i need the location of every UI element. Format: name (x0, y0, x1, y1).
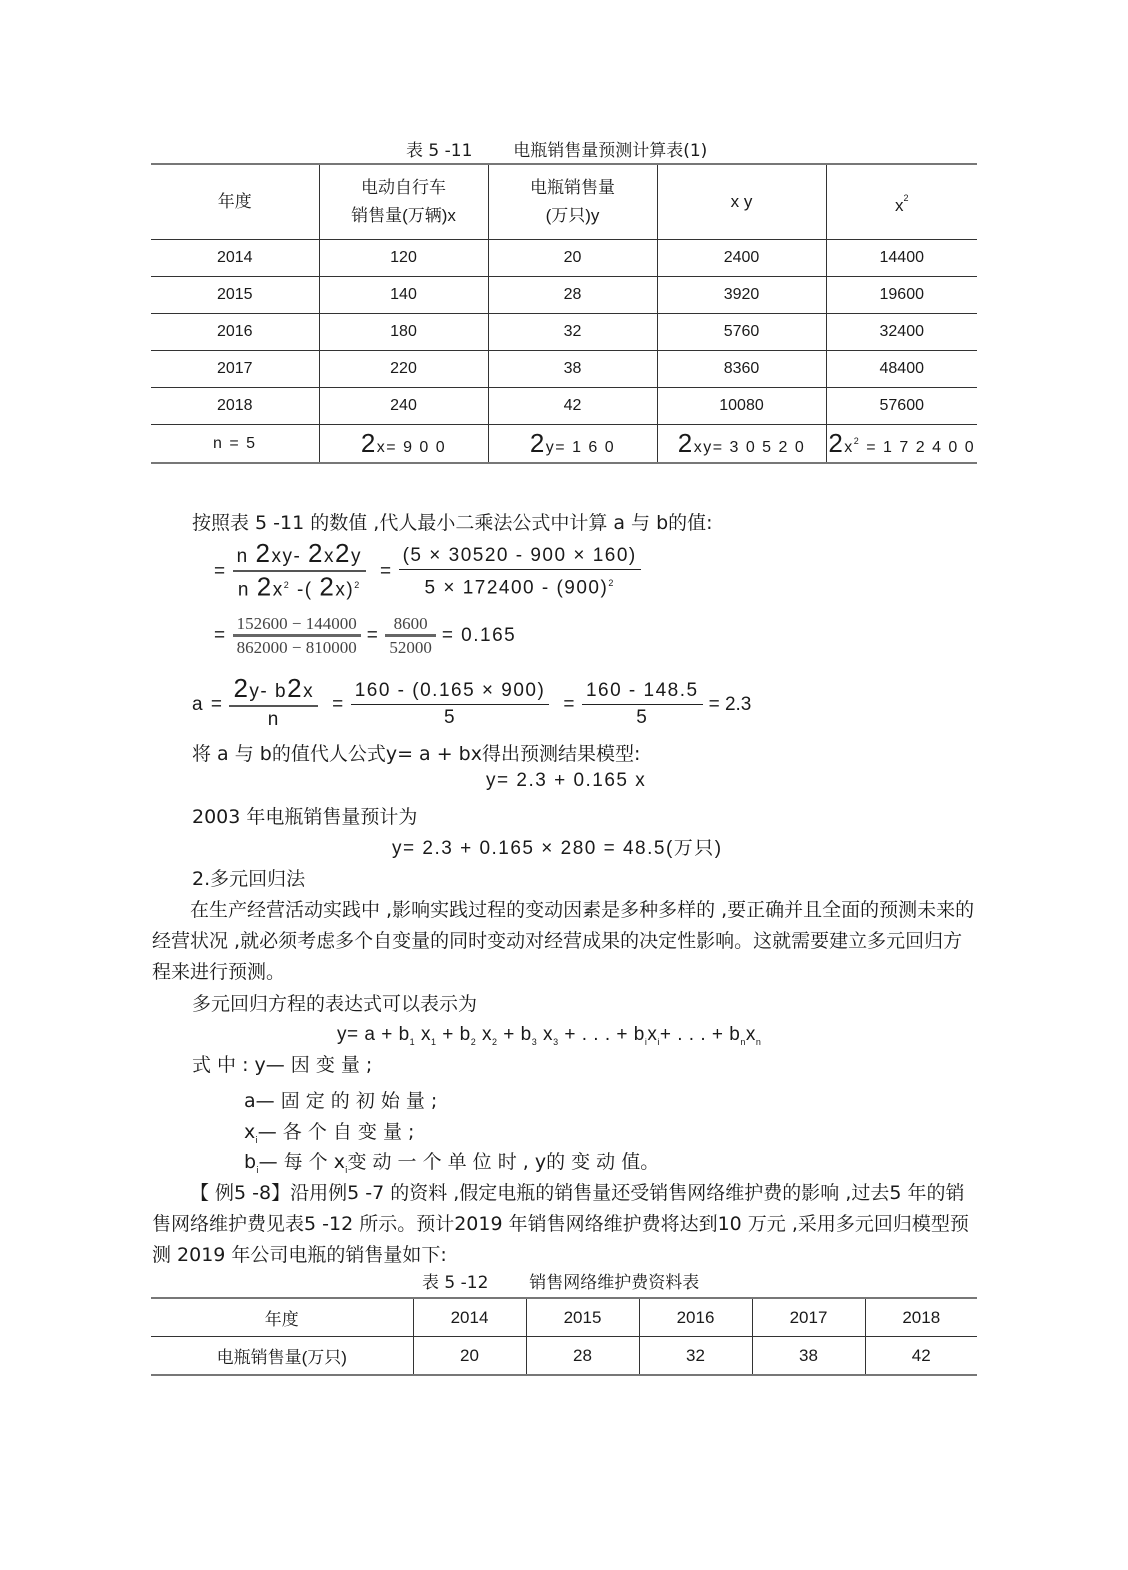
row-label: 电瓶销售量(万只) (151, 1337, 413, 1376)
b-step2-fraction2 (385, 613, 436, 658)
equation-intro: 多元回归方程的表达式可以表示为 (192, 993, 478, 1015)
x-term: x) (335, 579, 355, 601)
sigma-glyph: 2 (319, 571, 336, 602)
table2-year-row (151, 1298, 977, 1337)
definition-bi (244, 1147, 659, 1176)
cell-x2: 32400 (826, 314, 977, 351)
cell-year: 2016 (151, 314, 319, 351)
b-step2-numerator1: 152600 − 144000 (236, 614, 357, 633)
header-year: 年度 (151, 164, 319, 240)
sigma-glyph: 2 (677, 428, 694, 458)
cell-x: 120 (319, 240, 488, 277)
b-subst-eq: = (379, 561, 393, 583)
b-result: = 0.165 (441, 625, 517, 646)
header-xy: x y (657, 164, 826, 240)
table1-caption-title: 电瓶销售量预测计算表(1) (513, 141, 708, 161)
cell-y: 42 (488, 388, 657, 425)
table-row (151, 277, 977, 314)
a-subst-denominator: 5 (443, 706, 457, 728)
exp: 2 (608, 577, 615, 588)
def-sub: i (255, 1135, 258, 1146)
cell-y: 28 (488, 277, 657, 314)
header-x-line2: 销售量(万辆)x (351, 206, 456, 225)
table-row (151, 388, 977, 425)
cell-value: 32 (639, 1337, 752, 1376)
table2-value-row (151, 1337, 977, 1376)
def-sub: i (256, 1165, 259, 1176)
header-x2 (826, 164, 977, 240)
table1-sum-row (151, 425, 977, 464)
table-row (151, 351, 977, 388)
b-formula-fraction (233, 540, 366, 603)
b-subst-denominator (420, 570, 618, 601)
eq-sub: n (755, 1036, 762, 1047)
eq-part: + . . . + b (659, 1024, 741, 1045)
example-paragraph: 【 例5 -8】沿用例5 -7 的资料 ,假定电瓶的销售量还受销售网络维护费的影响 ,过去5 年的销售网络维护费见表5 -12 所示。预计2019 年销售网络维护费将达到10 万元 ,采用多元回归模型预测 2019 年公司电瓶的销售量如下: (152, 1182, 969, 1266)
def-text: 变 动 一 个 单 位 时 , y的 变 动 值。 (347, 1151, 660, 1173)
a-subst-numerator: 160 - (0.165 × 900) (354, 679, 546, 701)
cell-sum-y (488, 425, 657, 464)
b-step2-row (208, 613, 522, 658)
sigma-glyph: 2 (308, 538, 325, 568)
definition-xi (244, 1117, 414, 1146)
b-formula-eq: = (214, 561, 227, 583)
a-result: = 2.3 (708, 693, 752, 715)
cell-sum-xy (657, 425, 826, 464)
header-y-line1: 电瓶销售量 (530, 178, 615, 197)
sum-x-value: x= 9 0 0 (376, 439, 447, 456)
cell-year: 2015 (151, 277, 319, 314)
row-label: 年度 (151, 1298, 413, 1337)
b-formula-denominator (234, 572, 365, 603)
b-step2-numerator2: 8600 (393, 614, 428, 633)
a-subst-eq2: = (563, 693, 576, 715)
model-intro: 将 a 与 b的值代人公式y= a + bx得出预测结果模型: (192, 743, 641, 765)
where-label: 式 中 : y— 因 变 量 ; (192, 1054, 373, 1076)
eq-part: x (745, 1024, 756, 1045)
y-term: y (350, 546, 362, 567)
sigma-glyph: 2 (256, 571, 273, 602)
a-formula-numerator (229, 675, 318, 705)
forecast-intro: 2003 年电瓶销售量预计为 (192, 806, 418, 828)
a-formula-row (192, 675, 757, 733)
header-x-line1: 电动自行车 (361, 178, 446, 197)
cell-sum-x2 (826, 425, 977, 464)
eq-part: + b (497, 1024, 532, 1045)
eq-part: x (476, 1024, 493, 1045)
a-step2-denominator: 5 (636, 706, 649, 728)
table-row (151, 240, 977, 277)
eq-sub: 3 (531, 1036, 538, 1047)
header-x (319, 164, 488, 240)
b-step2-eq1: = (214, 625, 227, 646)
b-step2-denominator1: 862000 − 810000 (236, 638, 357, 657)
cell-x2: 57600 (826, 388, 977, 425)
b-step2-denominator2: 52000 (389, 638, 432, 657)
eq-sub: i (657, 1036, 660, 1047)
cell-value: 42 (865, 1337, 977, 1376)
definition-a (244, 1086, 437, 1113)
cell-year: 2017 (151, 351, 319, 388)
cell-value: 38 (752, 1337, 865, 1376)
sum-xy-value: xy= 3 0 5 2 0 (693, 439, 806, 456)
eq-part: y= a + b (337, 1024, 410, 1045)
b-step2-fraction1 (233, 613, 361, 658)
cell-n: n = 5 (151, 425, 319, 464)
sigma-glyph: 2 (360, 428, 377, 458)
header-x2-exp: 2 (903, 193, 909, 203)
eq-part: x (647, 1024, 658, 1045)
a-step2-fraction (582, 678, 703, 731)
def-symbol: x (244, 1121, 256, 1143)
cell-value: 20 (413, 1337, 526, 1376)
cell-x2: 14400 (826, 240, 977, 277)
cell-x: 180 (319, 314, 488, 351)
cell-y: 32 (488, 314, 657, 351)
cell-xy: 5760 (657, 314, 826, 351)
eq-sub: 1 (409, 1036, 416, 1047)
a-formula-denominator: n (267, 709, 280, 730)
b-step2-eq2: = (366, 625, 380, 646)
table-row (151, 314, 977, 351)
sigma-glyph: 2 (335, 538, 351, 568)
a-subst-fraction (351, 678, 550, 731)
a-formula-fraction (229, 675, 318, 733)
cell-value: 28 (526, 1337, 639, 1376)
section-heading: 2.多元回归法 (192, 868, 306, 890)
sigma-glyph: 2 (529, 428, 546, 458)
x-term: x (272, 579, 284, 601)
eq-sub: 2 (470, 1036, 477, 1047)
exp: 2 (283, 580, 291, 590)
a-step2-numerator: 160 - 148.5 (585, 679, 699, 701)
cell-year: 2017 (752, 1298, 865, 1337)
cell-x: 220 (319, 351, 488, 388)
def-symbol: b (244, 1151, 257, 1173)
model-equation: y= 2.3 + 0.165 x (486, 770, 647, 791)
cell-x: 140 (319, 277, 488, 314)
sigma-glyph: 2 (255, 538, 272, 568)
section-paragraph: 在生产经营活动实践中 ,影响实践过程的变动因素是多种多样的 ,要正确并且全面的预测未来的经营状况 ,就必须考虑多个自变量的同时变动对经营成果的决定性影响。这就需要建立多元回归方程来进行预测。 (152, 899, 975, 983)
sum-x2-value: = 1 7 2 4 0 0 (860, 439, 976, 456)
cell-year: 2016 (639, 1298, 752, 1337)
def-symbol: a (244, 1090, 256, 1112)
cell-y: 20 (488, 240, 657, 277)
table1-caption (406, 136, 707, 161)
cell-xy: 8360 (657, 351, 826, 388)
x-term: x (324, 546, 336, 567)
cell-x2: 48400 (826, 351, 977, 388)
eq-part: x (415, 1024, 431, 1045)
cell-x2: 19600 (826, 277, 977, 314)
eq-sub: 3 (553, 1036, 559, 1047)
cell-year: 2018 (865, 1298, 977, 1337)
table1 (151, 163, 977, 464)
def-sub: i (344, 1165, 348, 1176)
sum-x2-base: x (844, 439, 854, 456)
eq-sub: 1 (430, 1036, 437, 1047)
cell-xy: 3920 (657, 277, 826, 314)
cell-year: 2014 (151, 240, 319, 277)
num-end: x (303, 681, 315, 702)
def-text: — 固 定 的 初 始 量 ; (255, 1090, 438, 1112)
b-subst-fraction (399, 543, 641, 601)
table2-caption-title: 销售网络维护费资料表 (529, 1273, 700, 1293)
sigma-glyph: 2 (233, 673, 250, 703)
cell-y: 38 (488, 351, 657, 388)
sigma-glyph: 2 (287, 673, 304, 703)
xy-term: xy- (271, 546, 302, 567)
minus-term: -( (290, 579, 313, 601)
header-y-line2: (万只)y (545, 206, 600, 225)
b-formula-numerator (233, 540, 366, 570)
table1-header-row (151, 164, 977, 240)
b-formula-row (208, 540, 641, 603)
cell-year: 2018 (151, 388, 319, 425)
b-subst-numerator: (5 × 30520 - 900 × 160) (402, 544, 637, 566)
cell-xy: 10080 (657, 388, 826, 425)
a-label: a = (192, 693, 224, 715)
cell-x: 240 (319, 388, 488, 425)
def-text: — 每 个 x (258, 1151, 345, 1173)
a-subst-eq1: = (332, 693, 345, 715)
cell-year: 2015 (526, 1298, 639, 1337)
table1-caption-number: 表 5 -11 (406, 141, 473, 161)
den-base: 5 × 172400 - (900) (424, 576, 609, 598)
eq-sub: i (644, 1036, 648, 1047)
n-symbol: n (236, 546, 249, 567)
num-mid: y- b (249, 681, 288, 702)
def-text: — 各 个 自 变 量 ; (257, 1121, 415, 1143)
cell-year: 2014 (413, 1298, 526, 1337)
eq-part: x (537, 1024, 554, 1045)
table2 (151, 1297, 977, 1376)
eq-sub: 2 (492, 1036, 498, 1047)
calc-intro: 按照表 5 -11 的数值 ,代人最小二乘法公式中计算 a 与 b的值: (192, 512, 713, 534)
header-y (488, 164, 657, 240)
n-symbol: n (237, 579, 250, 601)
cell-xy: 2400 (657, 240, 826, 277)
table2-caption-number: 表 5 -12 (422, 1273, 489, 1293)
cell-sum-x (319, 425, 488, 464)
exp: 2 (354, 580, 361, 590)
forecast-equation: y= 2.3 + 0.165 × 280 = 48.5(万只) (392, 838, 723, 859)
sigma-glyph: 2 (828, 428, 845, 458)
sum-y-value: y= 1 6 0 (545, 439, 616, 456)
sum-x2-exp: 2 (853, 436, 861, 446)
eq-sub: n (740, 1036, 746, 1047)
regression-equation (337, 1024, 761, 1047)
eq-part: + . . . + b (558, 1024, 645, 1045)
header-x2-base: x (894, 196, 904, 215)
eq-part: + b (436, 1024, 471, 1045)
table2-caption (422, 1268, 699, 1293)
